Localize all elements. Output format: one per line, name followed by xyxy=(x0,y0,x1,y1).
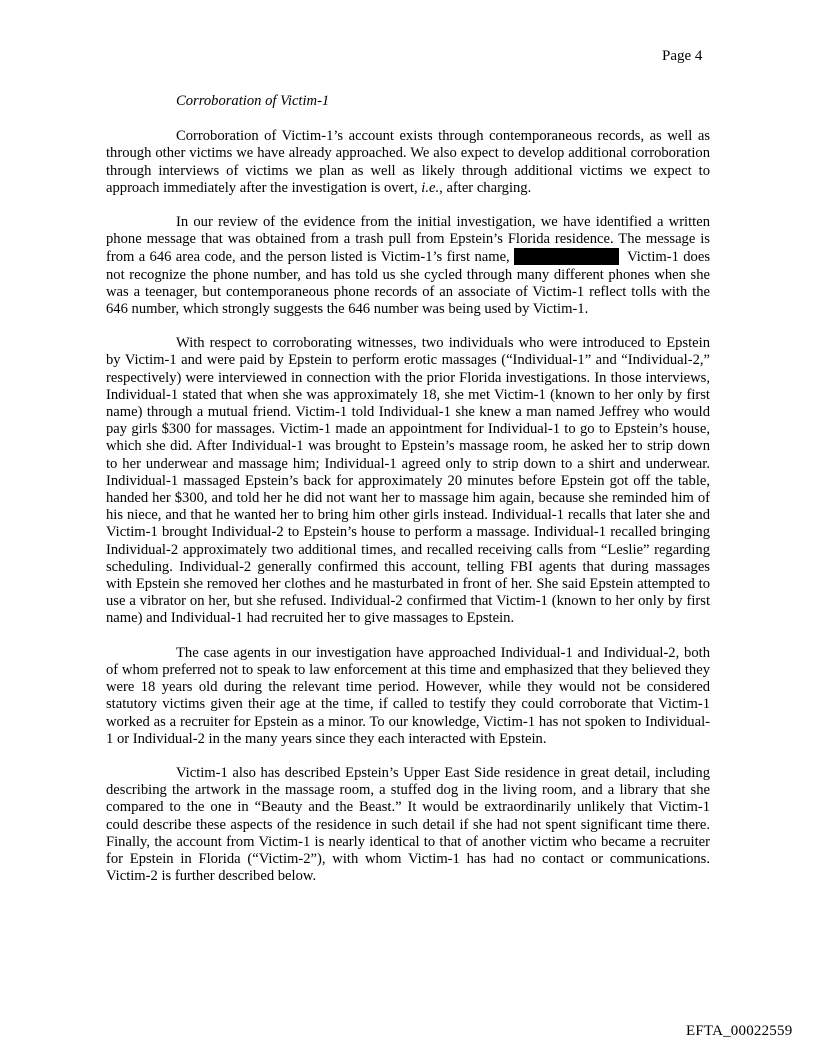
paragraph-text: In our review of the evidence from the initial investigation, we have identified a written phone message that was obtained from a trash pull from Epstein’s Florida residence. The message is from a 646 area code, and the person listed is Victim-1’s first name, xyxy=(106,214,710,266)
paragraph-text: Corroboration of Victim-1’s account exists through contemporaneous records, as well as through other victims we have already approached. We also expect to develop additional corroboration through interviews of victims we plan as well as likely through additional victims we expect to approach immediately after the investigation is overt, xyxy=(106,128,710,196)
paragraph-corroborating-witnesses: With respect to corroborating witnesses, two individuals who were introduced to Epstein by Victim-1 and were paid by Epstein to perform erotic massages (“Individual-1” and “Individual-2,” respectively) were interviewed in connection with the prior Florida investigations. In those interviews, Individual-1 stated that when she was approximately 18, she met Victim-1 (known to her only by first name) through a mutual friend. Victim-1 told Individual-1 she knew a man named Jeffrey who would pay girls $300 for massages. Victim-1 made an appointment for Individual-1 to go to Epstein’s house, which she did. After Individual-1 was brought to Epstein’s massage room, he asked her to strip down to her underwear and massage him; Individual-1 agreed only to strip down to a shirt and underwear. Individual-1 massaged Epstein’s back for approximately 20 minutes before Epstein got off the table, handed her $300, and told her he did not want her to massage him again, because she reminded him of his niece, and that he wanted her to bring him other girls instead. Individual-1 recalls that later she and Victim-1 brought Individual-2 to Epstein’s house to perform a massage. Individual-1 recalled bringing Individual-2 approximately two additional times, and recalled receiving calls from “Leslie” regarding scheduling. Individual-2 generally confirmed this account, telling FBI agents that during massages with Epstein she removed her clothes and he masturbated in front of her. She said Epstein attempted to use a vibrator on her, but she refused. Individual-2 confirmed that Victim-1 (known to her only by first name) and Individual-1 had recruited her to give massages to Epstein. xyxy=(106,335,710,627)
redaction-block xyxy=(514,248,619,265)
document-body xyxy=(106,93,710,902)
paragraph-text: Victim-1 does not recognize the phone number, and has told us she cycled through many different phones when she was a teenager, but contemporaneous phone records of an associate of Victim-1 reflect tolls with the 646 number, which strongly suggests the 646 number was being used by Victim-1. xyxy=(106,249,710,318)
paragraph-italic-text: i.e. xyxy=(421,179,440,196)
paragraph-case-agents: The case agents in our investigation have approached Individual-1 and Individual-2, both of whom preferred not to speak to law enforcement at this time and emphasized that they believed they were 18 years old during the relevant time period. However, while they would not be considered statutory victims given their age at the time, if called to testify they could corroborate that Victim-1 worked as a recruiter for Epstein as a minor. To our knowledge, Victim-1 has not spoken to Individual-1 or Individual-2 in the many years since they each interacted with Epstein. xyxy=(106,644,710,747)
document-id: EFTA_00022559 xyxy=(686,1023,793,1039)
paragraph-phone-message xyxy=(106,214,710,318)
section-heading: Corroboration of Victim-1 xyxy=(176,93,330,109)
paragraph-text: , after charging. xyxy=(439,179,532,196)
paragraph-residence-description: Victim-1 also has described Epstein’s Upper East Side residence in great detail, including describing the artwork in the massage room, a stuffed dog in the living room, and a library that she compared to the one in “Beauty and the Beast.” It would be extraordinarily unlikely that Victim-1 could describe these aspects of the residence in such detail if she had not spent significant time there. Finally, the account from Victim-1 is nearly identical to that of another victim who became a recruiter for Epstein in Florida (“Victim-2”), with whom Victim-1 has had no contact or communications. Victim-2 is further described below. xyxy=(106,764,710,885)
paragraph-corroboration-records xyxy=(106,128,710,197)
page-number: Page 4 xyxy=(662,48,703,64)
